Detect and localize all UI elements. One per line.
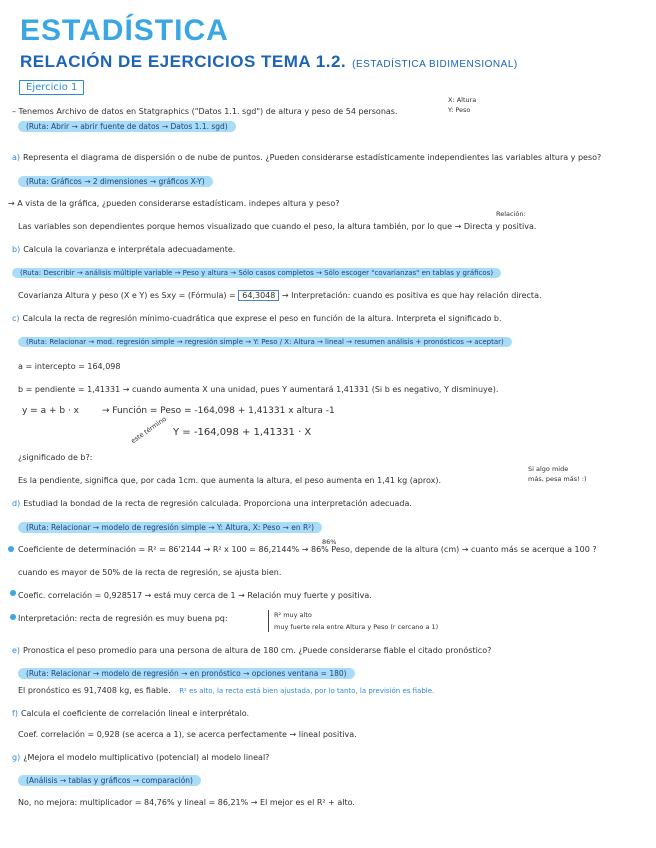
question-g-text: ¿Mejora el modelo multiplicativo (potencial) al modelo lineal? <box>23 753 270 762</box>
d-interp-bullet-1: R² muy alto <box>274 611 312 619</box>
exercise-label: Ejercicio 1 <box>19 80 84 95</box>
route-g: (Análisis → tablas y gráficos → comparación) <box>18 775 201 786</box>
d-det-line2: cuando es mayor de 50% de la recta de regresión, se ajusta bien. <box>18 568 282 577</box>
e-answer <box>18 686 434 696</box>
route-e: (Ruta: Relacionar → modelo de regresión → en pronóstico → opciones ventana = 180) <box>18 668 355 679</box>
c-slope: b = pendiente = 1,41331 → cuando aumenta X una unidad, pues Y aumentará 1,41331 (Si b es negativo, Y disminuye). <box>18 385 499 394</box>
subtitle-paren: (ESTADÍSTICA BIDIMENSIONAL) <box>352 59 518 70</box>
d-interp-bullet-2: muy fuerte rela entre Altura y Peso (r cercano a 1) <box>274 623 439 631</box>
a-subquestion: → A vista de la gráfica, ¿pueden considerarse estadísticam. indepes altura y peso? <box>8 199 340 208</box>
c-annotation: este término <box>129 414 168 446</box>
d-determination: Coeficiente de determinación = R² = 86'2144 → R² x 100 = 86,2144% → 86% Peso, depende de la altura (cm) → cuanto más se acerque a 100 ? <box>18 545 597 554</box>
question-g-letter: g) <box>12 753 21 762</box>
d-det-line: Coeficiente de determinación = R² = 86'2144 → R² x 100 = 86,2144% <box>18 545 300 554</box>
d-det-annotation: 86% <box>322 538 337 546</box>
question-e-text: Pronostica el peso promedio para una persona de altura de 180 cm. ¿Puede considerarse fiable el citado pronóstico? <box>23 646 492 655</box>
c-formula <box>22 406 335 416</box>
intro-axis-x: X: Altura <box>448 96 477 104</box>
question-c-text: Calcula la recta de regresión mínimo-cuadrática que exprese el peso en función de la altura. Interpreta el significado b. <box>22 314 502 323</box>
intro-route: (Ruta: Abrir → abrir fuente de datos → Datos 1.1. sgd) <box>18 121 236 132</box>
e-answer-text: El pronóstico es 91,7408 kg, es fiable. <box>18 686 171 695</box>
a-relation-label: Relación: <box>496 210 526 218</box>
question-f-text: Calcula el coeficiente de correlación lineal e interprétalo. <box>20 709 250 718</box>
question-b-text: Calcula la covarianza e interprétala adecuadamente. <box>23 245 236 254</box>
route-d: (Ruta: Relacionar → modelo de regresión simple → Y: Altura, X: Peso → en R²) <box>18 522 322 533</box>
b-interp: → Interpretación: cuando es positiva es que hay relación directa. <box>281 291 542 300</box>
c-significance-answer: Es la pendiente, significa que, por cada 1cm. que aumenta la altura, el peso aumenta en 1,41 kg (aprox). <box>18 476 442 485</box>
question-c <box>12 314 502 323</box>
question-a-text: Representa el diagrama de dispersión o de nube de puntos. ¿Pueden considerarse estadísticamente independientes las variables altura y peso? <box>23 153 602 162</box>
question-a-letter: a) <box>12 153 21 162</box>
c-final-equation: Y = -164,098 + 1,41331 · X <box>173 427 312 438</box>
question-d <box>12 499 412 508</box>
subtitle-main: RELACIÓN DE EJERCICIOS TEMA 1.2. <box>20 52 347 71</box>
c-formula-text: y = a + b · x <box>22 406 79 416</box>
question-c-letter: c) <box>12 314 20 323</box>
c-side-note-2: más, pesa más! :) <box>528 475 587 483</box>
d-correlation: Coefic. correlación = 0,928517 → está muy cerca de 1 → Relación muy fuerte y positiva. <box>18 591 372 600</box>
f-answer: Coef. correlación = 0,928 (se acerca a 1), se acerca perfectamente → lineal positiva. <box>18 730 357 739</box>
question-b <box>12 245 235 254</box>
c-intercept: a = intercepto = 164,098 <box>18 362 121 371</box>
question-g <box>12 753 269 762</box>
question-d-text: Estudiad la bondad de la recta de regresión calculada. Proporciona una interpretación adecuada. <box>23 499 412 508</box>
c-side-note-1: Si algo mide <box>528 465 569 473</box>
b-cov-value: 64,3048 <box>238 290 279 301</box>
question-f <box>12 709 249 718</box>
b-cov-text: Covarianza Altura y peso (X e Y) es Sxy = (Fórmula) = <box>18 291 236 300</box>
c-funcion: → Función = Peso = -164,098 + 1,41331 x altura -1 <box>101 406 335 416</box>
intro-axis-y: Y: Peso <box>448 106 471 114</box>
d-interpretation: Interpretación: recta de regresión es muy buena pq: <box>18 614 228 623</box>
route-a: (Ruta: Gráficos → 2 dimensiones → gráficos X-Y) <box>18 176 213 187</box>
b-covariance <box>18 291 542 301</box>
question-b-letter: b) <box>12 245 21 254</box>
intro-line: – Tenemos Archivo de datos en Statgraphics ("Datos 1.1. sgd") de altura y peso de 54 personas. <box>12 107 398 116</box>
page-title: ESTADÍSTICA <box>20 14 229 47</box>
c-significance-q: ¿significado de b?: <box>18 453 93 462</box>
a-answer-text: Las variables son dependientes porque hemos visualizado que cuando el peso, la altura también, por lo que <box>18 222 453 231</box>
bullet-dot <box>8 546 14 552</box>
a-answer: Las variables son dependientes porque hemos visualizado que cuando el peso, la altura también, por lo que → Directa y positiva. <box>18 222 537 231</box>
page-subtitle <box>20 52 518 72</box>
e-note: R² es alto, la recta está bien ajustada, por lo tanto, la previsión es fiable. <box>179 687 435 695</box>
bullet-dot <box>10 590 16 596</box>
g-answer: No, no mejora: multiplicador = 84,76% y lineal = 86,21% → El mejor es el R² + alto. <box>18 798 355 807</box>
question-e-letter: e) <box>12 646 21 655</box>
route-c: (Ruta: Relacionar → mod. regresión simple → regresión simple → Y: Peso / X: Altura → lineal → resumen análisis + pronósticos → aceptar) <box>18 337 512 347</box>
question-e <box>12 646 491 655</box>
question-f-letter: f) <box>12 709 18 718</box>
d-brace <box>268 610 269 632</box>
question-a <box>12 153 601 162</box>
bullet-dot <box>10 614 16 620</box>
d-det-cont: 86% Peso, depende de la altura (cm) → cuanto más se acerque a 100 ? <box>310 545 597 554</box>
a-relation: Directa y positiva. <box>463 222 537 231</box>
route-b: (Ruta: Describir → análisis múltiple variable → Peso y altura → Sólo casos completos → Sólo escoger "covarianzas" en tablas y gráficos) <box>12 268 501 278</box>
question-d-letter: d) <box>12 499 21 508</box>
